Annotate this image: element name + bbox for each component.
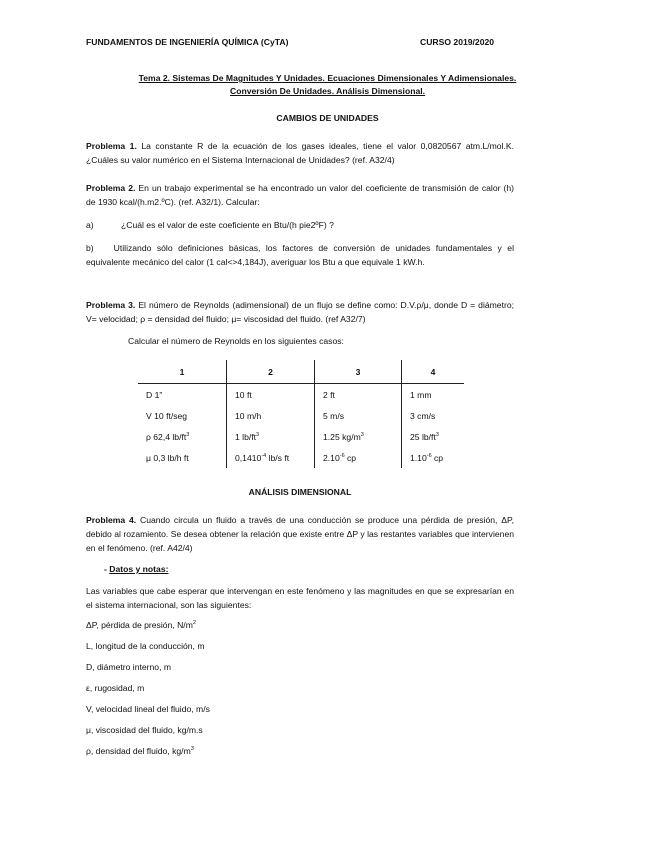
table-cell <box>138 405 227 426</box>
problem-4-text: Cuando circula un fluido a través de una conducción se produce una pérdida de presión, ΔP, debido al rozamiento. Se desea obtener la relación que existe entre ΔP y las restantes variables que intervienen en el fenómeno. (ref. A42/4) <box>86 515 514 553</box>
reynolds-table <box>138 360 464 468</box>
variable-item <box>86 704 210 715</box>
cell-text: 1.25 kg/m <box>323 431 361 442</box>
table-cell <box>402 384 465 406</box>
variable-superscript: 3 <box>190 746 194 753</box>
cell-superscript: 3 <box>360 431 364 438</box>
table-cell <box>138 426 227 447</box>
problem-3-label: Problema 3. <box>86 300 136 310</box>
problem-2a-label: a) <box>86 220 94 230</box>
cell-text: 1.10 <box>410 452 427 463</box>
variable-item <box>86 746 194 757</box>
problem-2-text: En un trabajo experimental se ha encontrado un valor del coeficiente de transmisión de calor (h) de 1930 kcal/(h.m2.ºC). (ref. A32/1). Calcular: <box>86 183 515 207</box>
variable-text: ρ, densidad del fluido, kg/m <box>86 746 191 756</box>
table-cell <box>315 447 402 468</box>
cell-text: D 1" <box>146 389 163 400</box>
problem-2b <box>86 241 514 269</box>
table-cell <box>227 405 315 426</box>
problem-4 <box>86 513 514 555</box>
variable-text: L, longitud de la conducción, m <box>86 641 205 651</box>
table-row <box>138 426 464 447</box>
course-title: FUNDAMENTOS DE INGENIERÍA QUÍMICA (CyTA) <box>86 37 289 47</box>
variable-text: V, velocidad lineal del fluido, m/s <box>86 704 210 714</box>
cell-text: 25 lb/ft <box>410 431 436 442</box>
variable-item <box>86 620 196 631</box>
variable-text: D, diámetro interno, m <box>86 662 172 672</box>
cell-superscript: 3 <box>256 431 260 438</box>
table-header-cell: 2 <box>227 360 315 384</box>
table-cell <box>402 447 465 468</box>
table-header-row <box>138 360 464 384</box>
cell-text-unit: cp <box>431 452 444 463</box>
notes-bullet: - <box>104 564 110 574</box>
variable-item <box>86 662 171 673</box>
problem-2 <box>86 181 514 209</box>
notes-text: Las variables que cabe esperar que intervengan en este fenómeno y las magnitudes en que se expresarían en el sistema internacional, son las siguientes: <box>86 586 514 610</box>
variable-text: ΔP, pérdida de presión, N/m <box>86 620 193 630</box>
cell-superscript: -4 <box>261 452 267 459</box>
section-title-unit-changes: CAMBIOS DE UNIDADES <box>276 113 379 123</box>
variable-text: μ, viscosidad del fluido, kg/m.s <box>86 725 203 735</box>
problem-4-label: Problema 4. <box>86 515 137 525</box>
cell-text: V 10 ft/seg <box>146 410 188 421</box>
problem-2b-label: b) <box>86 243 94 253</box>
cell-superscript: 3 <box>186 431 190 438</box>
cell-text-unit: cp <box>344 452 357 463</box>
cell-text: 5 m/s <box>323 410 345 421</box>
cell-text: 0,1410 <box>235 452 262 463</box>
cell-text-unit: lb/s ft <box>266 452 290 463</box>
cell-text: 10 m/h <box>235 410 262 421</box>
cell-superscript: 3 <box>435 431 439 438</box>
cell-text: 1 mm <box>410 389 432 400</box>
table-header-cell: 4 <box>402 360 465 384</box>
problem-1-label: Problema 1. <box>86 141 137 151</box>
problem-3 <box>86 298 514 326</box>
variable-superscript: 2 <box>192 620 196 627</box>
table-cell <box>227 447 315 468</box>
variable-item <box>86 725 203 736</box>
table-header-cell: 3 <box>315 360 402 384</box>
table-cell <box>138 384 227 406</box>
section-title-dimensional-analysis: ANÁLISIS DIMENSIONAL <box>248 487 352 497</box>
problem-2b-text: Utilizando sólo definiciones básicas, los factores de conversión de unidades fundamentales y el equivalente mecánico del calor (1 cal<>4,184J), averiguar los Btu a que equivale 1 kW.h. <box>86 243 514 267</box>
table-cell <box>315 384 402 406</box>
table-cell <box>138 447 227 468</box>
variable-text: ε, rugosidad, m <box>86 683 145 693</box>
table-cell <box>227 426 315 447</box>
cell-superscript: -6 <box>339 452 345 459</box>
cell-text: ρ 62,4 lb/ft <box>146 431 187 442</box>
cell-text: 10 ft <box>235 389 252 400</box>
problem-2-label: Problema 2. <box>86 183 136 193</box>
problem-1 <box>86 139 514 167</box>
table-row <box>138 384 464 406</box>
problem-3-text: El número de Reynolds (adimensional) de un flujo se define como: D.V.ρ/μ, donde D = diámetro; V= velocidad; ρ = densidad del fluido; μ= viscosidad del fluido. (ref A32/7) <box>86 300 514 324</box>
table-row <box>138 405 464 426</box>
table-header-cell: 1 <box>138 360 227 384</box>
table-cell <box>315 426 402 447</box>
table-cell <box>402 426 465 447</box>
problem-3-intro: Calcular el número de Reynolds en los siguientes casos: <box>128 336 344 346</box>
cell-superscript: -6 <box>426 452 432 459</box>
cell-text: 1 lb/ft <box>235 431 257 442</box>
variable-item <box>86 641 204 652</box>
topic-line-1: Tema 2. Sistemas De Magnitudes Y Unidades. Ecuaciones Dimensionales Y Adimensionales. <box>138 73 517 83</box>
problem-2a-text: ¿Cuál es el valor de este coeficiente en Btu/(h pie2ºF) ? <box>121 220 334 230</box>
notes-title: Datos y notas: <box>109 564 169 574</box>
table-cell <box>227 384 315 406</box>
table-cell <box>402 405 465 426</box>
cell-text: μ 0,3 lb/h ft <box>146 452 189 463</box>
cell-text: 3 cm/s <box>410 410 436 421</box>
variable-item <box>86 683 144 694</box>
cell-text: 2.10 <box>323 452 340 463</box>
topic-line-2: Conversión De Unidades. Análisis Dimensional. <box>230 86 425 96</box>
table-cell <box>315 405 402 426</box>
course-year: CURSO 2019/2020 <box>420 37 495 47</box>
problem-1-text: La constante R de la ecuación de los gases ideales, tiene el valor 0,0820567 atm.L/mol.K. ¿Cuáles su valor numérico en el Sistema Internacional de Unidades? (ref. A32/4) <box>86 141 515 165</box>
cell-text: 2 ft <box>323 389 335 400</box>
table-row <box>138 447 464 468</box>
notes-heading <box>104 564 168 575</box>
